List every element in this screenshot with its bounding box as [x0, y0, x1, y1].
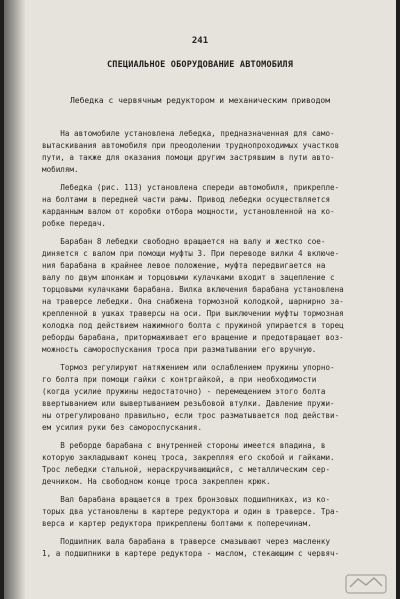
- text-line: ния барабана в крайнее левое положение, муфта передвигается на: [42, 261, 326, 270]
- paragraph: [42, 362, 376, 434]
- text-line: го болта при помощи гайки с контргайкой, а при необходимости: [42, 375, 317, 384]
- text-line: которую закладывают конец троса, закрепляя его скобой и гайками.: [42, 453, 335, 462]
- text-line: реборды барабана, притормаживает его вращение и предотвращает воз-: [42, 333, 344, 342]
- text-line: В реборде барабана с внутренней стороны имеется впадина, в: [42, 441, 326, 450]
- text-line: можность самороспускания троса при разматывании его вручную.: [42, 345, 317, 354]
- page-edge-shadow: [4, 0, 26, 599]
- text-line: крепленной в ушках траверсы на оси. При выключении муфты тормозная: [42, 309, 344, 318]
- text-line: колодка под действием нажимного болта с пружиной упирается в торец: [42, 321, 344, 330]
- text-line: Барабан 8 лебедки свободно вращается на валу и жестко сое-: [42, 237, 326, 246]
- page-number: 241: [191, 36, 209, 46]
- text-line: верса и картер редуктора прикреплены болтами к поперечинам.: [42, 519, 312, 528]
- section-subtitle: Лебедка с червячным редуктором и механическим приводом: [69, 96, 331, 105]
- text-line: На автомобиле установлена лебедка, предназначенная для само-: [42, 129, 335, 138]
- text-line: торых два установлены в картере редуктора и один в траверсе. Тра-: [42, 507, 340, 516]
- text-line: пути, а также для оказания помощи другим застрявшим в пути авто-: [42, 153, 335, 162]
- text-line: Лебедка (рис. 113) установлена спереди автомобиля, прикрепле-: [42, 183, 340, 192]
- text-line: 1, а подшипники в картере редуктора - маслом, стекающим с червяч-: [42, 549, 340, 558]
- text-line: мобилям.: [42, 165, 79, 174]
- text-line: Трос лебедки стальной, нераскручивающийся, с металлическим сер-: [42, 465, 331, 474]
- paragraph: [42, 440, 376, 488]
- text-line: Тормоз регулируют натяжением или ослаблением пружины упорно-: [42, 363, 335, 372]
- text-line: вытаскивания автомобиля при преодолении труднопроходимых участков: [42, 141, 340, 150]
- text-line: робке передач.: [42, 219, 107, 228]
- library-stamp-icon: [344, 571, 388, 595]
- text-line: валу по двум шпонкам и торцовыми кулачками входит в зацепление с: [42, 273, 335, 282]
- paragraph: [42, 494, 376, 530]
- text-line: на траверсе лебедки. Она снабжена тормозной колодкой, шарнирно за-: [42, 297, 344, 306]
- text-line: дечником. На свободном конце троса закреплен крюк.: [42, 477, 271, 486]
- paragraph: [42, 236, 376, 356]
- text-line: карданным валом от коробки отбора мощности, установленной на ко-: [42, 207, 335, 216]
- text-line: (когда усилие пружины недостаточно) - перемещением этого болта: [42, 387, 326, 396]
- document-page: [4, 0, 396, 599]
- text-line: Подшипник вала барабана в траверсе смазывают через масленку: [42, 537, 331, 546]
- text-line: на болтами в передней части рамы. Привод лебедки осуществляется: [42, 195, 331, 204]
- paragraph: [42, 536, 376, 560]
- text-line: ны отрегулировано правильно, если трос разматывается под действи-: [42, 411, 340, 420]
- paragraph: [42, 182, 376, 230]
- text-line: диняется с валом при помощи муфты 3. При переводе вилки 4 включе-: [42, 249, 340, 258]
- text-line: торцовыми кулачками барабана. Вилка включения барабана установлена: [42, 285, 344, 294]
- text-line: ем усилия руки без самороспускания.: [42, 423, 203, 432]
- section-title: СПЕЦИАЛЬНОЕ ОБОРУДОВАНИЕ АВТОМОБИЛЯ: [106, 60, 294, 70]
- text-line: Вал барабана вращается в трех бронзовых подшипниках, из ко-: [42, 495, 331, 504]
- text-line: ввертыванием или вывертыванием резьбовой втулки. Давление пружи-: [42, 399, 335, 408]
- body-text: [42, 128, 376, 566]
- paragraph: [42, 128, 376, 176]
